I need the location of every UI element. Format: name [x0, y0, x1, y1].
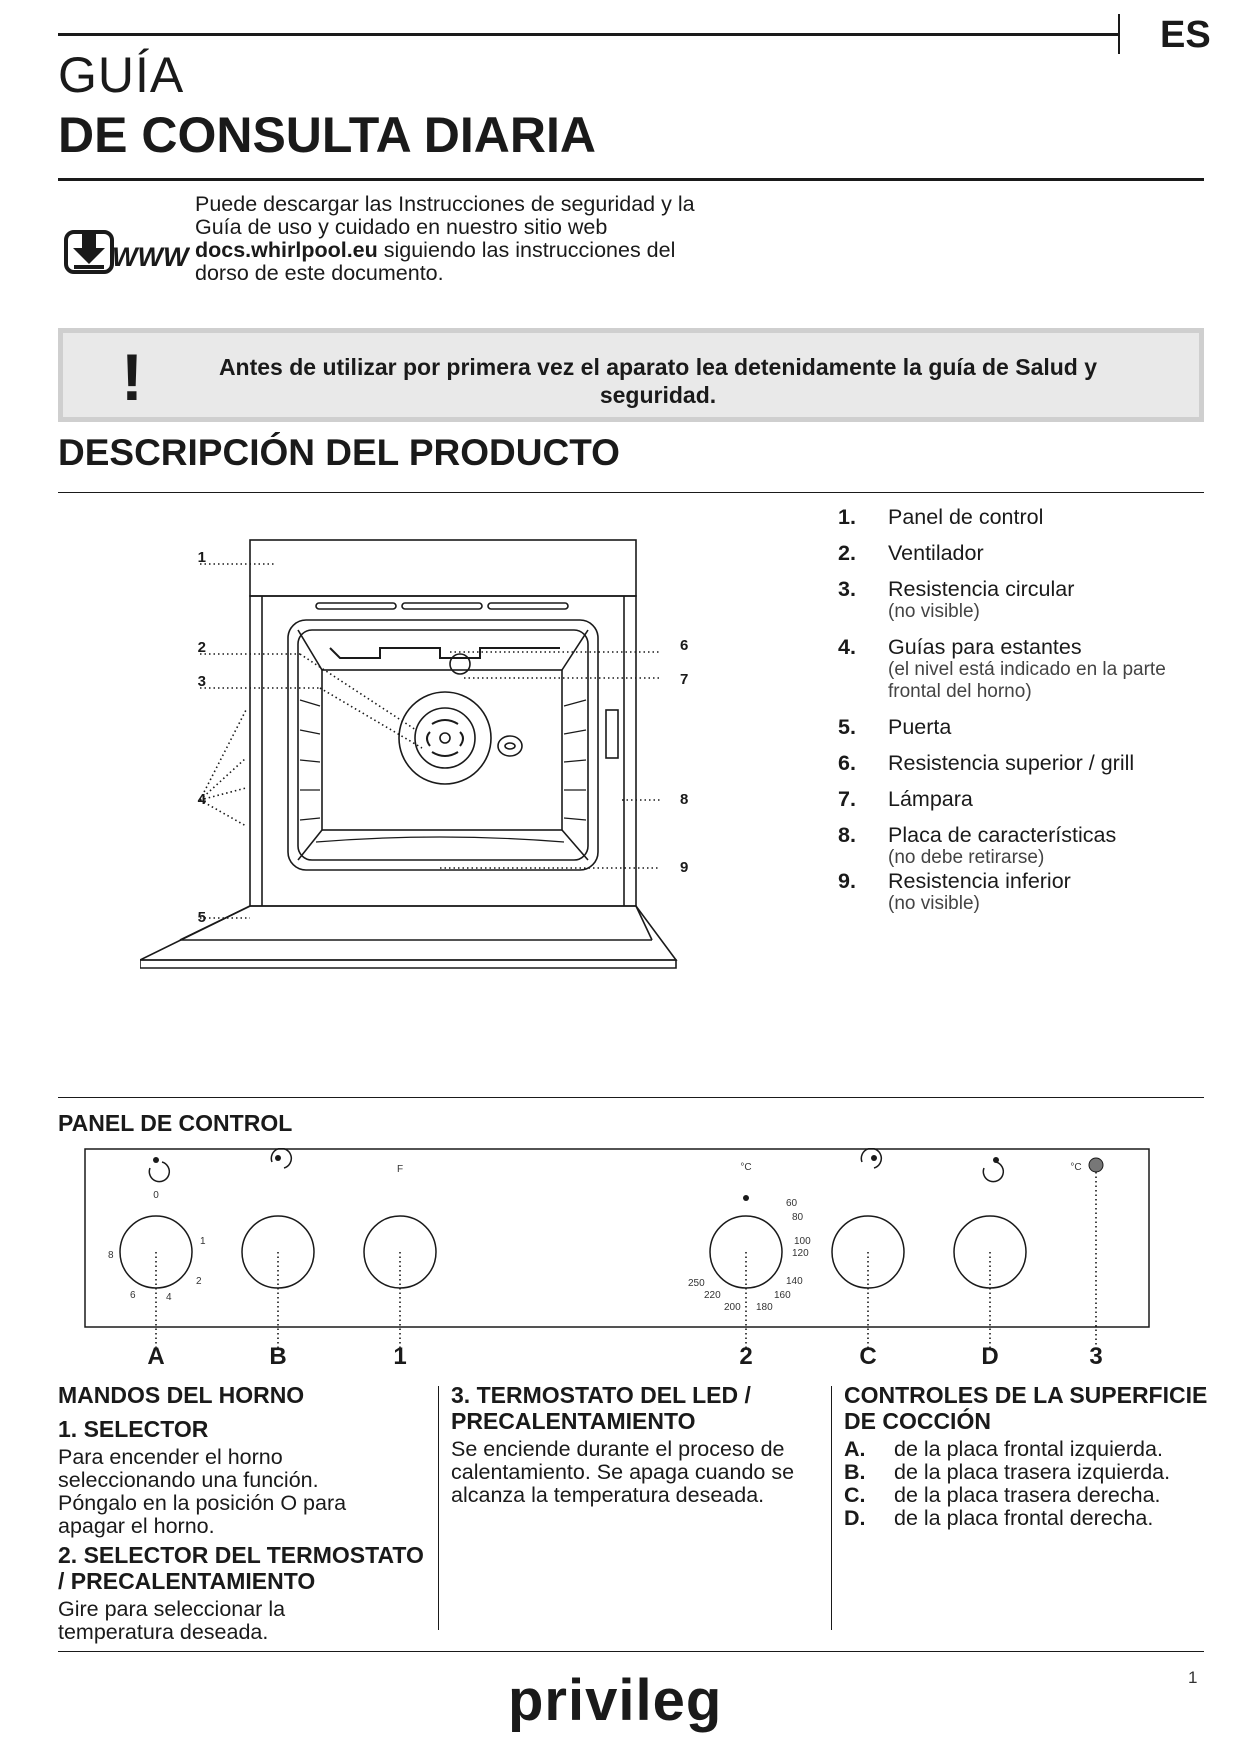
top-rule — [58, 33, 1120, 36]
download-text-after: siguiendo las instrucciones del dorso de este documento. — [195, 238, 676, 285]
temp-mark: 220 — [704, 1290, 721, 1301]
knob-letter-b: B — [269, 1343, 287, 1370]
legend-item — [838, 635, 1218, 703]
legend-item — [838, 505, 1218, 529]
language-code: ES — [1160, 14, 1211, 56]
diagram-label-4: 4 — [197, 791, 206, 808]
brand-logo: privileg — [508, 1668, 723, 1733]
legend-item — [838, 715, 1218, 739]
diagram-label-9: 9 — [680, 859, 689, 876]
diagram-label-5: 5 — [197, 909, 206, 926]
legend-num: 3. — [838, 577, 856, 601]
legend-label: Lámpara — [888, 787, 973, 811]
legend-label: Placa de características — [888, 823, 1117, 847]
temp-mark: 100 — [794, 1236, 811, 1247]
hob-mark: 0 — [153, 1190, 159, 1201]
top-rule-tick — [1118, 14, 1120, 54]
temp-mark: 160 — [774, 1290, 791, 1301]
legend-note: (el nivel está indicado en la parte frontal del horno) — [888, 659, 1166, 702]
hob-mark: 8 — [108, 1250, 114, 1261]
col1-p2: Gire para seleccionar la temperatura deseada. — [58, 1597, 286, 1644]
legend-label: Guías para estantes — [888, 635, 1082, 659]
knob-letter-c: C — [859, 1343, 877, 1370]
legend-item — [838, 823, 1218, 869]
diagram-label-3: 3 — [197, 673, 206, 690]
legend-item — [838, 869, 1218, 915]
list-letter: D. — [844, 1506, 866, 1530]
legend-label: Puerta — [888, 715, 952, 739]
knob-letter-2: 2 — [739, 1343, 753, 1370]
legend-num: 1. — [838, 505, 856, 529]
section-rule — [58, 492, 1204, 493]
knob-letter-a: A — [147, 1343, 165, 1370]
celsius-label: °C — [740, 1162, 752, 1173]
col1-p1: Para encender el horno seleccionando una función. Póngalo en la posición O para apagar el horno. — [58, 1445, 347, 1538]
col1-sub1: 1. SELECTOR — [58, 1416, 209, 1442]
page-number: 1 — [1188, 1668, 1198, 1687]
diagram-label-6: 6 — [680, 637, 689, 654]
function-label: F — [396, 1164, 404, 1175]
warning-box — [58, 328, 1204, 422]
diagram-label-2: 2 — [197, 639, 206, 656]
list-letter: B. — [844, 1460, 866, 1484]
hob-control-list — [844, 1438, 1214, 1530]
diagram-label-8: 8 — [680, 791, 689, 808]
legend-item — [838, 541, 1218, 565]
knob-letter-1: 1 — [393, 1343, 407, 1370]
panel-rule — [58, 1097, 1204, 1098]
legend-num: 9. — [838, 869, 856, 893]
oven-diagram — [140, 520, 700, 990]
celsius-led-label: °C — [1070, 1162, 1082, 1173]
download-text-before: Puede descargar las Instrucciones de seguridad y la Guía de uso y cuidado en nuestro sitio web — [195, 192, 695, 239]
legend-item — [838, 577, 1218, 623]
warning-text: Antes de utilizar por primera vez el aparato lea detenidamente la guía de Salud y seguridad. — [218, 354, 1098, 408]
title-rule — [58, 178, 1204, 181]
legend-label: Ventilador — [888, 541, 984, 565]
col3-heading: CONTROLES DE LA SUPERFICIE DE COCCIÓN — [844, 1382, 1208, 1434]
legend-label: Resistencia superior / grill — [888, 751, 1135, 775]
list-text: de la placa frontal izquierda. — [894, 1437, 1163, 1461]
list-text: de la placa trasera derecha. — [894, 1483, 1161, 1507]
exclamation-icon: ! — [121, 340, 143, 414]
legend-item — [838, 751, 1218, 775]
legend-label: Resistencia inferior — [888, 869, 1071, 893]
hob-mark: 6 — [130, 1290, 136, 1301]
temp-mark: 200 — [724, 1302, 741, 1313]
list-text: de la placa frontal derecha. — [894, 1506, 1154, 1530]
hob-mark: 1 — [200, 1236, 206, 1247]
col1-sub2: 2. SELECTOR DEL TERMOSTATO / PRECALENTAMIENTO — [58, 1542, 424, 1594]
legend-note: (no visible) — [888, 893, 980, 914]
column-divider — [438, 1386, 439, 1630]
temp-mark: 120 — [792, 1248, 809, 1259]
legend-num: 2. — [838, 541, 856, 565]
temp-mark: 180 — [756, 1302, 773, 1313]
knob-letter-d: D — [981, 1343, 999, 1370]
list-item — [844, 1461, 1214, 1484]
legend-label: Resistencia circular — [888, 577, 1075, 601]
hob-mark: 4 — [166, 1292, 172, 1303]
list-item — [844, 1507, 1214, 1530]
legend-num: 4. — [838, 635, 856, 659]
page-title-line2: DE CONSULTA DIARIA — [58, 107, 596, 163]
column-divider — [831, 1386, 832, 1630]
list-item — [844, 1484, 1214, 1507]
legend-num: 8. — [838, 823, 856, 847]
legend-note: (no debe retirarse) — [888, 847, 1045, 868]
legend-item — [838, 787, 1218, 811]
col1-heading: MANDOS DEL HORNO — [58, 1382, 305, 1408]
diagram-label-7: 7 — [680, 671, 689, 688]
list-item — [844, 1438, 1214, 1461]
column-hob-controls — [844, 1382, 1214, 1530]
legend-num: 7. — [838, 787, 856, 811]
col2-heading: 3. TERMOSTATO DEL LED / PRECALENTAMIENTO — [451, 1382, 751, 1434]
footer-rule — [58, 1651, 1204, 1652]
control-panel-shape — [250, 540, 636, 596]
temp-mark: 140 — [786, 1276, 803, 1287]
legend-label: Panel de control — [888, 505, 1044, 529]
knob-letter-3: 3 — [1089, 1343, 1103, 1370]
temp-mark: 60 — [786, 1198, 798, 1209]
product-legend — [838, 505, 1218, 915]
download-icon — [62, 228, 190, 276]
www-label: WWW — [112, 242, 189, 272]
diagram-label-1: 1 — [197, 549, 206, 566]
col2-p1: Se enciende durante el proceso de calentamiento. Se apaga cuando se alcanza la temperatura deseada. — [451, 1437, 795, 1507]
legend-num: 6. — [838, 751, 856, 775]
temp-mark: 80 — [792, 1212, 804, 1223]
temp-mark: 250 — [688, 1278, 705, 1289]
list-text: de la placa trasera izquierda. — [894, 1460, 1171, 1484]
list-letter: A. — [844, 1437, 866, 1461]
hob-mark: 2 — [196, 1276, 202, 1287]
list-letter: C. — [844, 1483, 866, 1507]
column-oven-controls — [58, 1382, 428, 1648]
download-website[interactable]: docs.whirlpool.eu — [195, 238, 378, 262]
legend-note: (no visible) — [888, 601, 980, 622]
control-panel-heading: PANEL DE CONTROL — [58, 1110, 293, 1136]
legend-num: 5. — [838, 715, 856, 739]
page-title-line1: GUÍA — [58, 47, 185, 103]
column-led-thermostat — [451, 1382, 821, 1511]
download-text — [195, 193, 715, 285]
product-description-heading: DESCRIPCIÓN DEL PRODUCTO — [58, 432, 620, 473]
